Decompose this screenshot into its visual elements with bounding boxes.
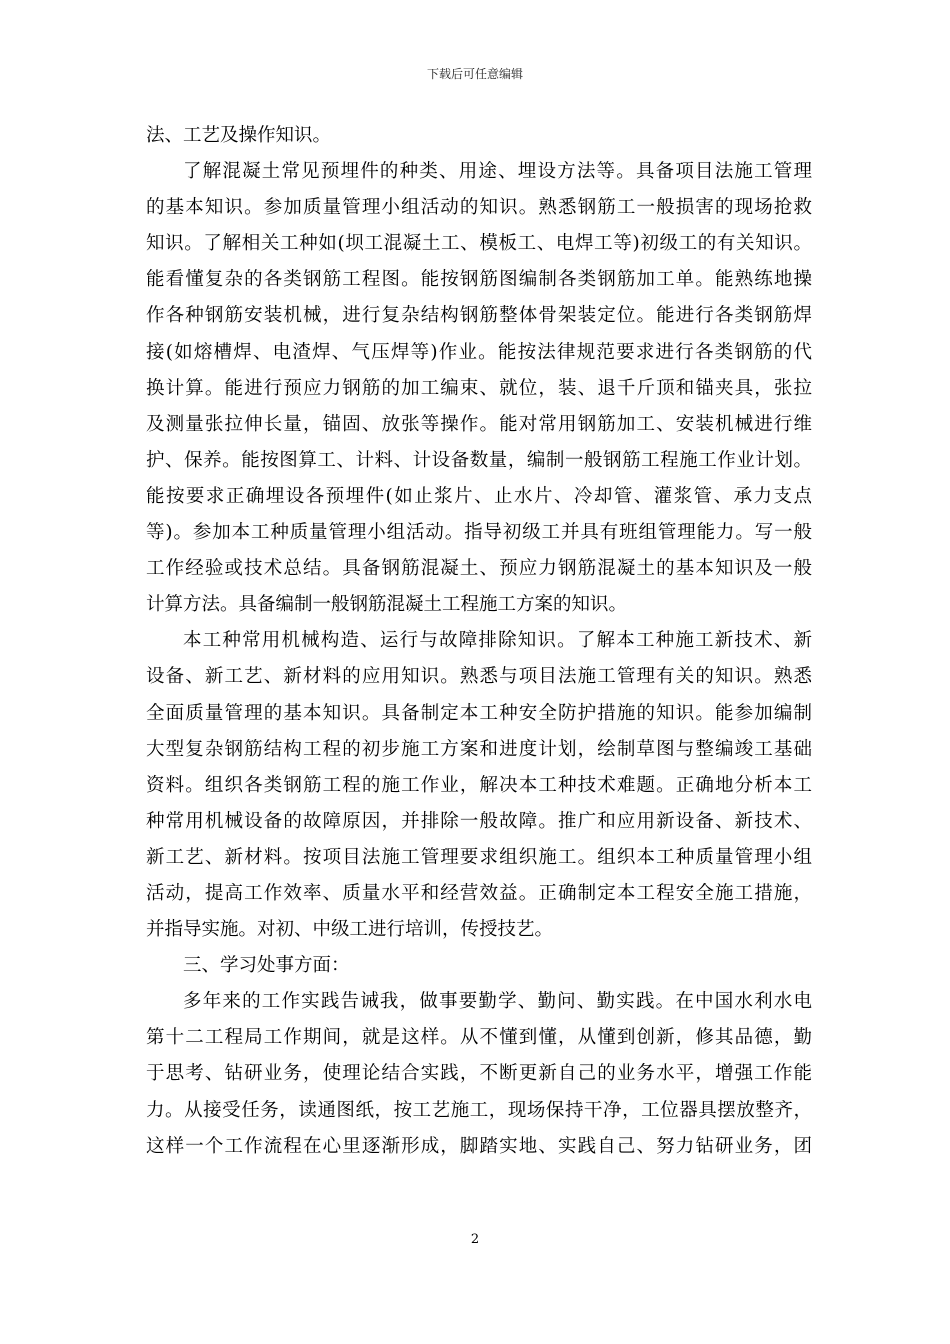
paragraph — [146, 118, 812, 154]
text-line: 换计算。能进行预应力钢筋的加工编束、就位，装、退千斤顶和锚夹具，张拉 — [146, 377, 812, 399]
text-line: 及测量张拉伸长量，锚固、放张等操作。能对常用钢筋加工、安装机械进行维 — [146, 413, 812, 435]
text-line: 新工艺、新材料。按项目法施工管理要求组织施工。组织本工种质量管理小组 — [146, 846, 812, 868]
page-number: 2 — [470, 1232, 480, 1247]
text-line: 大型复杂钢筋结构工程的初步施工方案和进度计划，绘制草图与整编竣工基础 — [146, 738, 812, 760]
text-line: 等)。参加本工种质量管理小组活动。指导初级工并具有班组管理能力。写一般 — [146, 522, 812, 544]
text-line: 能看懂复杂的各类钢筋工程图。能按钢筋图编制各类钢筋加工单。能熟练地操 — [146, 269, 812, 291]
document-body — [146, 118, 812, 1165]
text-line: 了解混凝土常见预埋件的种类、用途、埋设方法等。具备项目法施工管理 — [183, 161, 812, 183]
text-line: 知识。了解相关工种如(坝工混凝土工、模板工、电焊工等)初级工的有关知识。 — [146, 233, 812, 255]
text-line: 本工种常用机械构造、运行与故障排除知识。了解本工种施工新技术、新 — [183, 630, 812, 652]
text-line: 法、工艺及操作知识。 — [146, 125, 332, 146]
paragraph — [146, 623, 812, 948]
text-line: 并指导实施。对初、中级工进行培训，传授技艺。 — [146, 919, 554, 941]
text-line: 三、学习处事方面： — [183, 955, 350, 977]
text-line: 多年来的工作实践告诫我，做事要勤学、勤问、勤实践。在中国水利水电 — [183, 991, 812, 1013]
text-line: 种常用机械设备的故障原因，并排除一般故障。推广和应用新设备、新技术、 — [146, 810, 812, 832]
text-line: 护、保养。能按图算工、计料、计设备数量，编制一般钢筋工程施工作业计划。 — [146, 449, 812, 471]
text-line: 工作经验或技术总结。具备钢筋混凝土、预应力钢筋混凝土的基本知识及一般 — [146, 558, 812, 580]
text-line: 力。从接受任务，读通图纸，按工艺施工，现场保持干净，工位器具摆放整齐， — [146, 1099, 812, 1121]
text-line: 活动，提高工作效率、质量水平和经营效益。正确制定本工程安全施工措施， — [146, 882, 812, 904]
text-line: 的基本知识。参加质量管理小组活动的知识。熟悉钢筋工一般损害的现场抢救 — [146, 197, 812, 219]
paragraph — [146, 948, 812, 984]
text-line: 能按要求正确埋设各预埋件(如止浆片、止水片、冷却管、灌浆管、承力支点 — [146, 485, 812, 507]
text-line: 接(如熔槽焊、电渣焊、气压焊等)作业。能按法律规范要求进行各类钢筋的代 — [146, 341, 812, 363]
text-line: 于思考、钻研业务，使理论结合实践，不断更新自己的业务水平，增强工作能 — [146, 1063, 812, 1085]
paragraph — [146, 984, 812, 1164]
paragraph — [146, 154, 812, 623]
text-line: 第十二工程局工作期间，就是这样。从不懂到懂，从懂到创新，修其品德，勤 — [146, 1027, 812, 1049]
text-line: 作各种钢筋安装机械，进行复杂结构钢筋整体骨架装定位。能进行各类钢筋焊 — [146, 305, 812, 327]
text-line: 计算方法。具备编制一般钢筋混凝土工程施工方案的知识。 — [146, 594, 628, 616]
text-line: 全面质量管理的基本知识。具备制定本工种安全防护措施的知识。能参加编制 — [146, 702, 812, 724]
page-header: 下载后可任意编辑 — [426, 67, 523, 81]
text-line: 这样一个工作流程在心里逐渐形成，脚踏实地、实践自己、努力钻研业务，团 — [146, 1135, 812, 1157]
text-line: 资料。组织各类钢筋工程的施工作业，解决本工种技术难题。正确地分析本工 — [146, 774, 812, 796]
text-line: 设备、新工艺、新材料的应用知识。熟悉与项目法施工管理有关的知识。熟悉 — [146, 666, 812, 688]
